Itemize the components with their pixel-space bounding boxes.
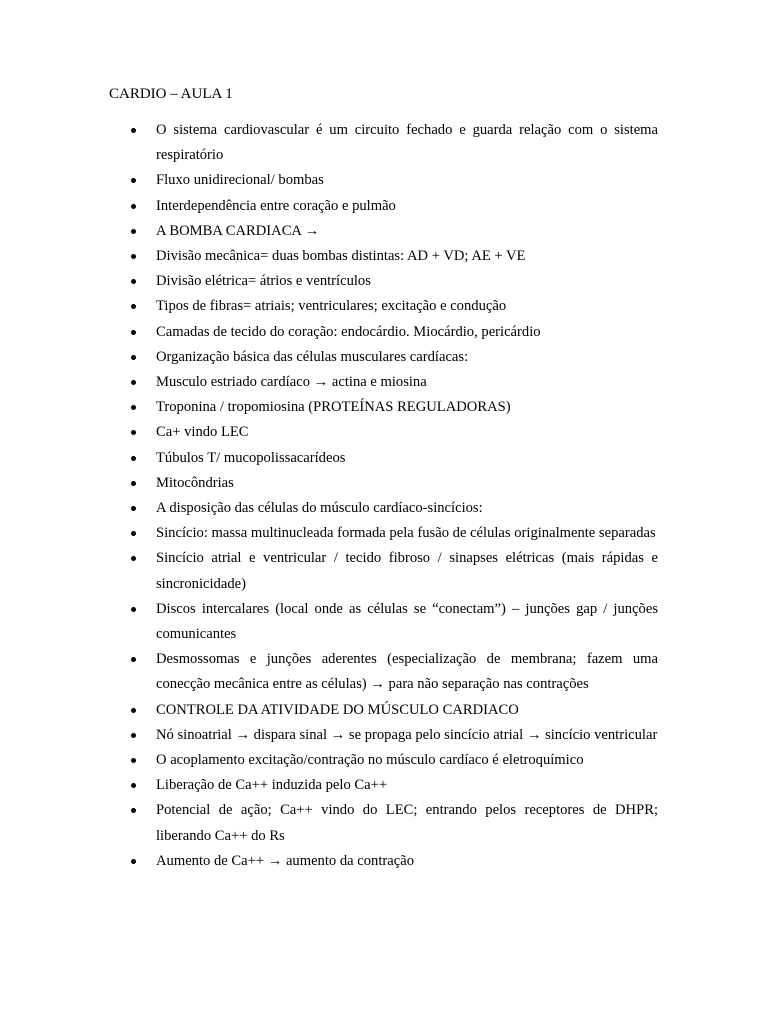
bullet-icon: [131, 430, 136, 435]
bullet-icon: [131, 657, 136, 662]
bullet-icon: [131, 456, 136, 461]
list-item-text: Fluxo unidirecional/ bombas: [156, 172, 324, 189]
bullet-icon: [131, 733, 136, 738]
list-item: [0, 446, 658, 471]
list-item-text: Mitocôndrias: [156, 474, 234, 491]
bullet-icon: [131, 481, 136, 486]
list-item: [0, 849, 658, 874]
list-item: [0, 798, 658, 848]
bullet-icon: [131, 380, 136, 385]
bullet-icon: [131, 229, 136, 234]
list-item-text: Potencial de ação; Ca++ vindo do LEC; entrando pelos receptores de DHPR; liberando Ca++ do Rs: [156, 802, 658, 844]
list-item-text: Túbulos T/ mucopolissacarídeos: [156, 449, 346, 466]
list-item-text: Desmossomas e junções aderentes (especialização de membrana; fazem uma conecção mecânica entre as células) → para não separação nas contrações: [156, 651, 658, 693]
list-item: [0, 244, 658, 269]
bullet-list: [0, 118, 768, 874]
list-item-text: Interdependência entre coração e pulmão: [156, 197, 396, 214]
bullet-icon: [131, 758, 136, 763]
list-item: [0, 294, 658, 319]
bullet-icon: [131, 506, 136, 511]
bullet-icon: [131, 178, 136, 183]
list-item-text: Camadas de tecido do coração: endocárdio. Miocárdio, pericárdio: [156, 323, 541, 340]
list-item: [0, 647, 658, 697]
bullet-icon: [131, 531, 136, 536]
list-item-text: CONTROLE DA ATIVIDADE DO MÚSCULO CARDIACO: [156, 701, 519, 718]
list-item-text: O acoplamento excitação/contração no músculo cardíaco é eletroquímico: [156, 752, 584, 769]
bullet-icon: [131, 708, 136, 713]
bullet-icon: [131, 405, 136, 410]
list-item: [0, 546, 658, 596]
bullet-icon: [131, 808, 136, 813]
bullet-icon: [131, 607, 136, 612]
list-item-text: Discos intercalares (local onde as células se “conectam”) – junções gap / junções comunicantes: [156, 600, 658, 643]
list-item: [0, 471, 658, 496]
list-item-text: Divisão mecânica= duas bombas distintas: AD + VD; AE + VE: [156, 248, 526, 265]
list-item: [0, 748, 658, 773]
bullet-icon: [131, 254, 136, 259]
list-item: [0, 496, 658, 521]
bullet-icon: [131, 783, 136, 788]
document-title: CARDIO – AULA 1: [109, 86, 233, 102]
list-item-text: Liberação de Ca++ induzida pelo Ca++: [156, 777, 388, 794]
list-item-text: A disposição das células do músculo cardíaco-sincícios:: [156, 500, 483, 517]
list-item: [0, 345, 658, 370]
list-item: [0, 521, 658, 546]
list-item-text: Ca+ vindo LEC: [156, 424, 249, 441]
bullet-icon: [131, 330, 136, 335]
bullet-icon: [131, 128, 136, 133]
list-item-text: O sistema cardiovascular é um circuito fechado e guarda relação com o sistema respiratório: [156, 122, 658, 164]
bullet-icon: [131, 204, 136, 209]
list-item: [0, 219, 658, 244]
list-item: [0, 597, 658, 647]
list-item: [0, 698, 658, 723]
list-item-text: Sincício atrial e ventricular / tecido fibroso / sinapses elétricas (mais rápidas e sincronicidade): [156, 550, 658, 592]
list-item-text: Sincício: massa multinucleada formada pela fusão de células originalmente separadas: [156, 525, 656, 542]
list-item-text: Nó sinoatrial → dispara sinal → se propaga pelo sincício atrial → sincício ventricular: [156, 726, 658, 743]
bullet-icon: [131, 859, 136, 864]
list-item: [0, 194, 658, 219]
list-item-text: Troponina / tropomiosina (PROTEÍNAS REGULADORAS): [156, 399, 511, 416]
list-item-text: Divisão elétrica= átrios e ventrículos: [156, 273, 371, 290]
list-item-text: Tipos de fibras= atriais; ventriculares; excitação e condução: [156, 298, 507, 315]
list-item: [0, 118, 658, 168]
list-item-text: A BOMBA CARDIACA →: [156, 222, 320, 239]
bullet-icon: [131, 355, 136, 360]
list-item: [0, 269, 658, 294]
list-item-text: Aumento de Ca++ → aumento da contração: [156, 852, 414, 869]
list-item: [0, 370, 658, 395]
bullet-icon: [131, 556, 136, 561]
list-item-text: Organização básica das células musculares cardíacas:: [156, 348, 469, 365]
list-item: [0, 395, 658, 420]
list-item: [0, 420, 658, 445]
list-item-text: Musculo estriado cardíaco → actina e miosina: [156, 374, 427, 391]
list-item: [0, 320, 658, 345]
bullet-icon: [131, 304, 136, 309]
list-item: [0, 773, 658, 798]
list-item: [0, 723, 658, 748]
bullet-icon: [131, 279, 136, 284]
list-item: [0, 168, 658, 193]
